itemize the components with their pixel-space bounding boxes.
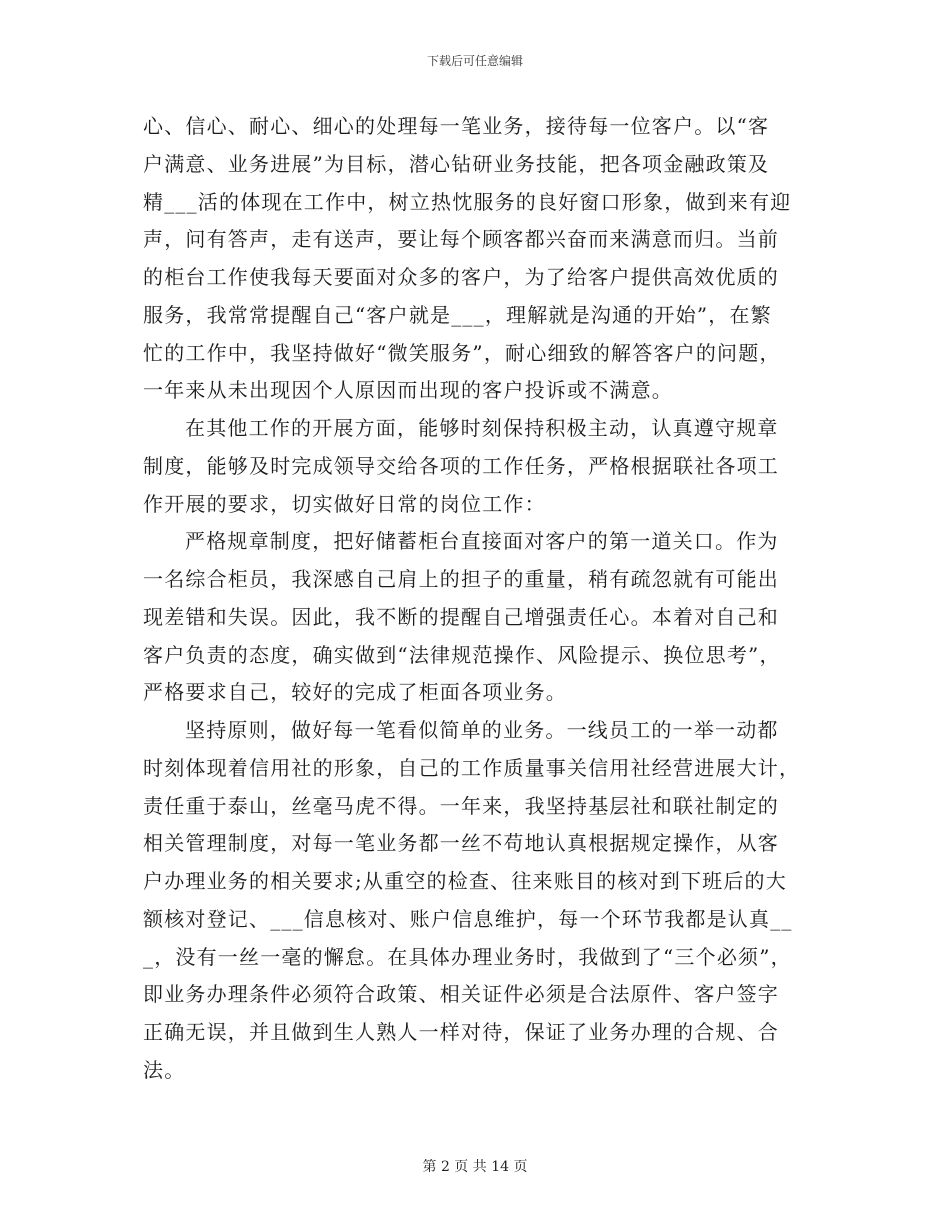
text-line: 正确无误，并且做到生人熟人一样对待，保证了业务办理的合规、合 [143, 1020, 779, 1044]
text-line: 时刻体现着信用社的形象，自己的工作质量事关信用社经营进展大计， [143, 755, 801, 780]
text-line: 户满意、业务进展”为目标，潜心钻研业务技能，把各项金融政策及 [143, 151, 770, 176]
text-line: 服务，我常常提醒自己“客户就是___，理解就是沟通的开始”，在繁 [143, 302, 772, 327]
text-line: 的柜台工作使我每天要面对众多的客户，为了给客户提供高效优质的 [143, 265, 779, 289]
page-number-footer: 第 2 页 共 14 页 [422, 1159, 528, 1175]
paragraph-start-line: 严格规章制度，把好储蓄柜台直接面对客户的第一道关口。作为 [185, 529, 779, 554]
text-line: 心、信心、耐心、细心的处理每一笔业务，接待每一位客户。以“客 [143, 114, 770, 138]
text-line: 额核对登记、___信息核对、账户信息维护，每一个环节我都是认真__ [143, 906, 793, 931]
text-line: 相关管理制度，对每一笔业务都一丝不苟地认真根据规定操作，从客 [143, 831, 779, 856]
text-line: 一名综合柜员，我深感自己肩上的担子的重量，稍有疏忽就有可能出 [143, 567, 779, 591]
text-line: 精___活的体现在工作中，树立热忱服务的良好窗口形象，做到来有迎 [143, 189, 792, 214]
text-line: 责任重于泰山，丝毫马虎不得。一年来，我坚持基层社和联社制定的 [143, 793, 779, 818]
text-line: 现差错和失误。因此，我不断的提醒自己增强责任心。本着对自己和 [143, 604, 779, 629]
text-line: 户办理业务的相关要求;从重空的检查、往来账目的核对到下班后的大 [143, 869, 787, 893]
text-line: 客户负责的态度，确实做到“法律规范操作、风险提示、换位思考”， [143, 642, 781, 667]
document-body [143, 108, 807, 1090]
paragraph-start-line: 在其他工作的开展方面，能够时刻保持积极主动，认真遵守规章 [185, 416, 779, 440]
paragraph-start-line: 坚持原则，做好每一笔看似简单的业务。一线员工的一举一动都 [185, 718, 779, 742]
text-line: 制度，能够及时完成领导交给各项的工作任务，严格根据联社各项工 [143, 453, 779, 478]
text-line: 一年来从未出现因个人原因而出现的客户投诉或不满意。 [143, 378, 673, 403]
text-line: 作开展的要求，切实做好日常的岗位工作： [143, 491, 546, 516]
page-header: 下载后可任意编辑 [426, 54, 523, 68]
text-line: _，没有一丝一毫的懈怠。在具体办理业务时，我做到了“三个必须”， [143, 944, 792, 969]
text-line: 严格要求自己，较好的完成了柜面各项业务。 [143, 680, 567, 705]
text-line: 即业务办理条件必须符合政策、相关证件必须是合法原件、客户签字 [143, 982, 779, 1007]
text-line: 声，问有答声，走有送声，要让每个顾客都兴奋而来满意而归。当前 [143, 227, 779, 252]
text-line: 法。 [143, 1057, 186, 1082]
text-line: 忙的工作中，我坚持做好“微笑服务”，耐心细致的解答客户的问题， [143, 340, 781, 365]
